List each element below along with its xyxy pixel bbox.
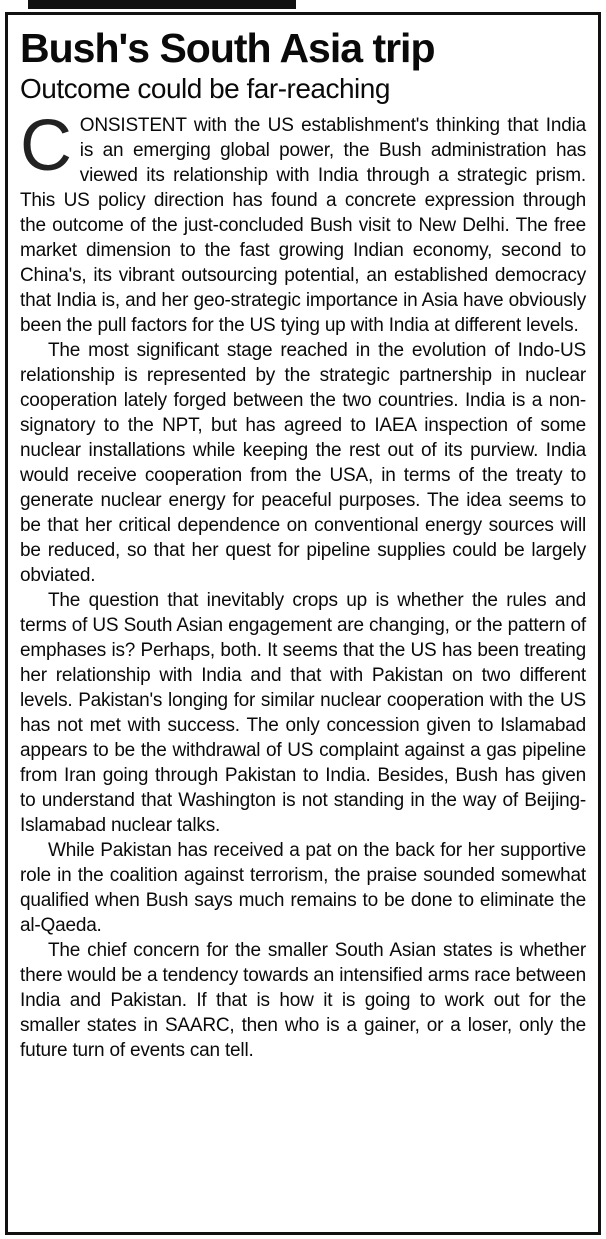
article-body [20, 106, 586, 1063]
drop-cap: C [20, 106, 72, 186]
paragraph: The question that inevitably crops up is whether the rules and terms of US South Asian engagement are changing, or the pattern of emphases is? Perhaps, both. It seems that the US has been treating her relationship with India and that with Pakistan on two different levels. Pakistan's longing for similar nuclear cooperation with the US has not met with success. The only concession given to Islamabad appears to be the withdrawal of US complaint against a gas pipeline from Iran going through Pakistan to India. Besides, Bush has given to understand that Washington is not standing in the way of Beijing-Islamabad nuclear talks. [20, 590, 586, 836]
paragraph: The most significant stage reached in the evolution of Indo-US relationship is represented by the strategic partnership in nuclear cooperation lately forged between the two countries. India is a non-signatory to the NPT, but has agreed to IAEA inspection of some nuclear installations while keeping the rest out of its purview. India would receive cooperation from the USA, in terms of the treaty to generate nuclear energy for peaceful purposes. The idea seems to be that her critical dependence on conventional energy sources will be reduced, so that her quest for pipeline supplies could be largely obviated. [20, 340, 586, 586]
article-subtitle: Outcome could be far-reaching [20, 73, 390, 104]
paragraph: While Pakistan has received a pat on the back for her supportive role in the coalition against terrorism, the praise sounded somewhat qualified when Bush says much remains to be done to eliminate the al-Qaeda. [20, 840, 586, 936]
paragraph-lead [20, 106, 586, 338]
article-title: Bush's South Asia trip [20, 25, 435, 71]
paragraph: The chief concern for the smaller South Asian states is whether there would be a tendency towards an intensified arms race between India and Pakistan. If that is how it is going to work out for the smaller states in SAARC, then who is a gainer, or a loser, only the future turn of events can tell. [20, 940, 586, 1061]
masthead-bar [28, 0, 296, 9]
paragraph-text: ONSISTENT with the US establishment's thinking that India is an emerging global power, the Bush administration has viewed its relationship with India through a strategic prism. This US policy direction has found a concrete expression through the outcome of the just-concluded Bush visit to New Delhi. The free market dimension to the fast growing Indian economy, second to China's, its vibrant outsourcing potential, an established democracy that India is, and her geo-strategic importance in Asia have obviously been the pull factors for the US tying up with India at different levels. [20, 115, 586, 336]
article-frame [5, 12, 601, 1235]
